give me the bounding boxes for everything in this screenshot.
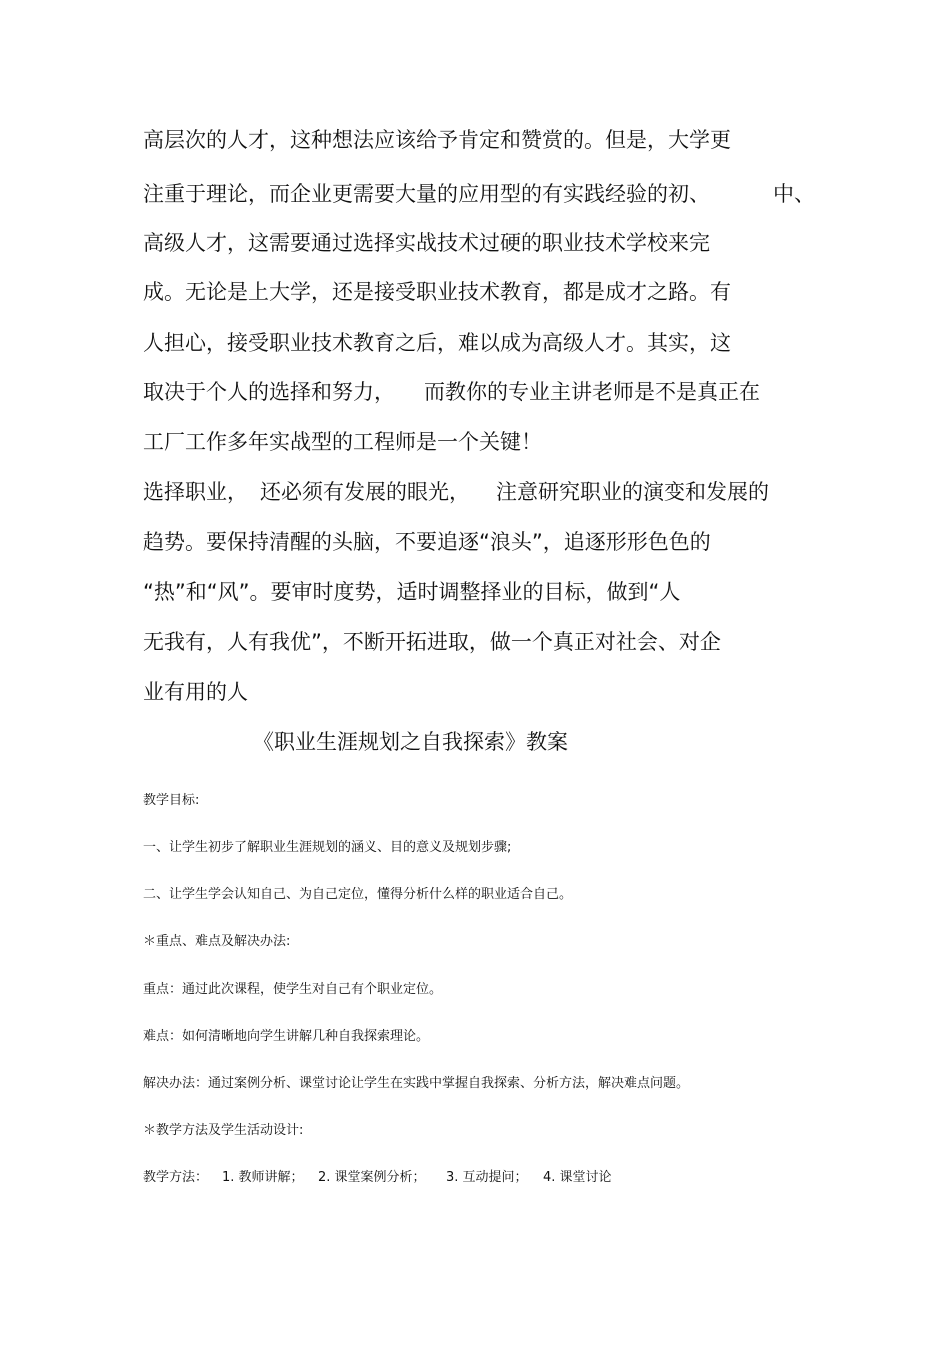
text-line: 注重于理论，而企业更需要大量的应用型的有实践经验的初、	[143, 182, 710, 206]
key-points-heading: ＊重点、难点及解决办法:	[143, 934, 291, 949]
text-line: 趋势。要保持清醒的头脑，不要追逐“浪头”，追逐形形色色的	[143, 530, 711, 554]
text-line: 无我有，人有我优”，不断开拓进取，做一个真正对社会、对企	[143, 630, 721, 654]
document-title: 《职业生涯规划之自我探索》教案	[253, 730, 568, 754]
text-line: 人担心，接受职业技术教育之后，难以成为高级人才。其实，这	[143, 331, 731, 355]
goals-heading: 教学目标:	[143, 793, 200, 808]
methods-label: 教学方法：	[143, 1170, 209, 1185]
goal-item: 二、让学生学会认知自己、为自己定位，懂得分析什么样的职业适合自己。	[143, 887, 573, 902]
method-item: 1. 教师讲解；	[222, 1170, 304, 1185]
text-line: 还必须有发展的眼光，	[260, 480, 470, 504]
text-line: 工厂工作多年实战型的工程师是一个关键！	[143, 430, 542, 454]
text-line: 高级人才，这需要通过选择实战技术过硬的职业技术学校来完	[143, 231, 710, 255]
text-line: 成。无论是上大学，还是接受职业技术教育，都是成才之路。有	[143, 280, 731, 304]
goal-item: 一、让学生初步了解职业生涯规划的涵义、目的意义及规划步骤;	[143, 840, 512, 855]
solution-text: 解决办法：通过案例分析、课堂讨论让学生在实践中掌握自我探索、分析方法，解决难点问题。	[143, 1076, 690, 1091]
text-line: 选择职业，	[143, 480, 248, 504]
method-item: 4. 课堂讨论	[543, 1170, 612, 1185]
text-line: 取决于个人的选择和努力，	[143, 380, 395, 404]
text-line: 业有用的人	[143, 680, 248, 704]
method-item: 3. 互动提问；	[446, 1170, 528, 1185]
method-item: 2. 课堂案例分析；	[318, 1170, 426, 1185]
text-line: 中、	[773, 182, 815, 206]
text-line: 高层次的人才，这种想法应该给予肯定和赞赏的。但是，大学更	[143, 128, 731, 152]
difficulty-text: 难点：如何清晰地向学生讲解几种自我探索理论。	[143, 1029, 430, 1044]
text-line: “热”和“风”。要审时度势，适时调整择业的目标，做到“人	[143, 580, 681, 604]
methods-heading: ＊教学方法及学生活动设计:	[143, 1123, 304, 1138]
text-line: 而教你的专业主讲老师是不是真正在	[424, 380, 760, 404]
text-line: 注意研究职业的演变和发展的	[496, 480, 769, 504]
key-point-text: 重点：通过此次课程，使学生对自己有个职业定位。	[143, 982, 443, 997]
